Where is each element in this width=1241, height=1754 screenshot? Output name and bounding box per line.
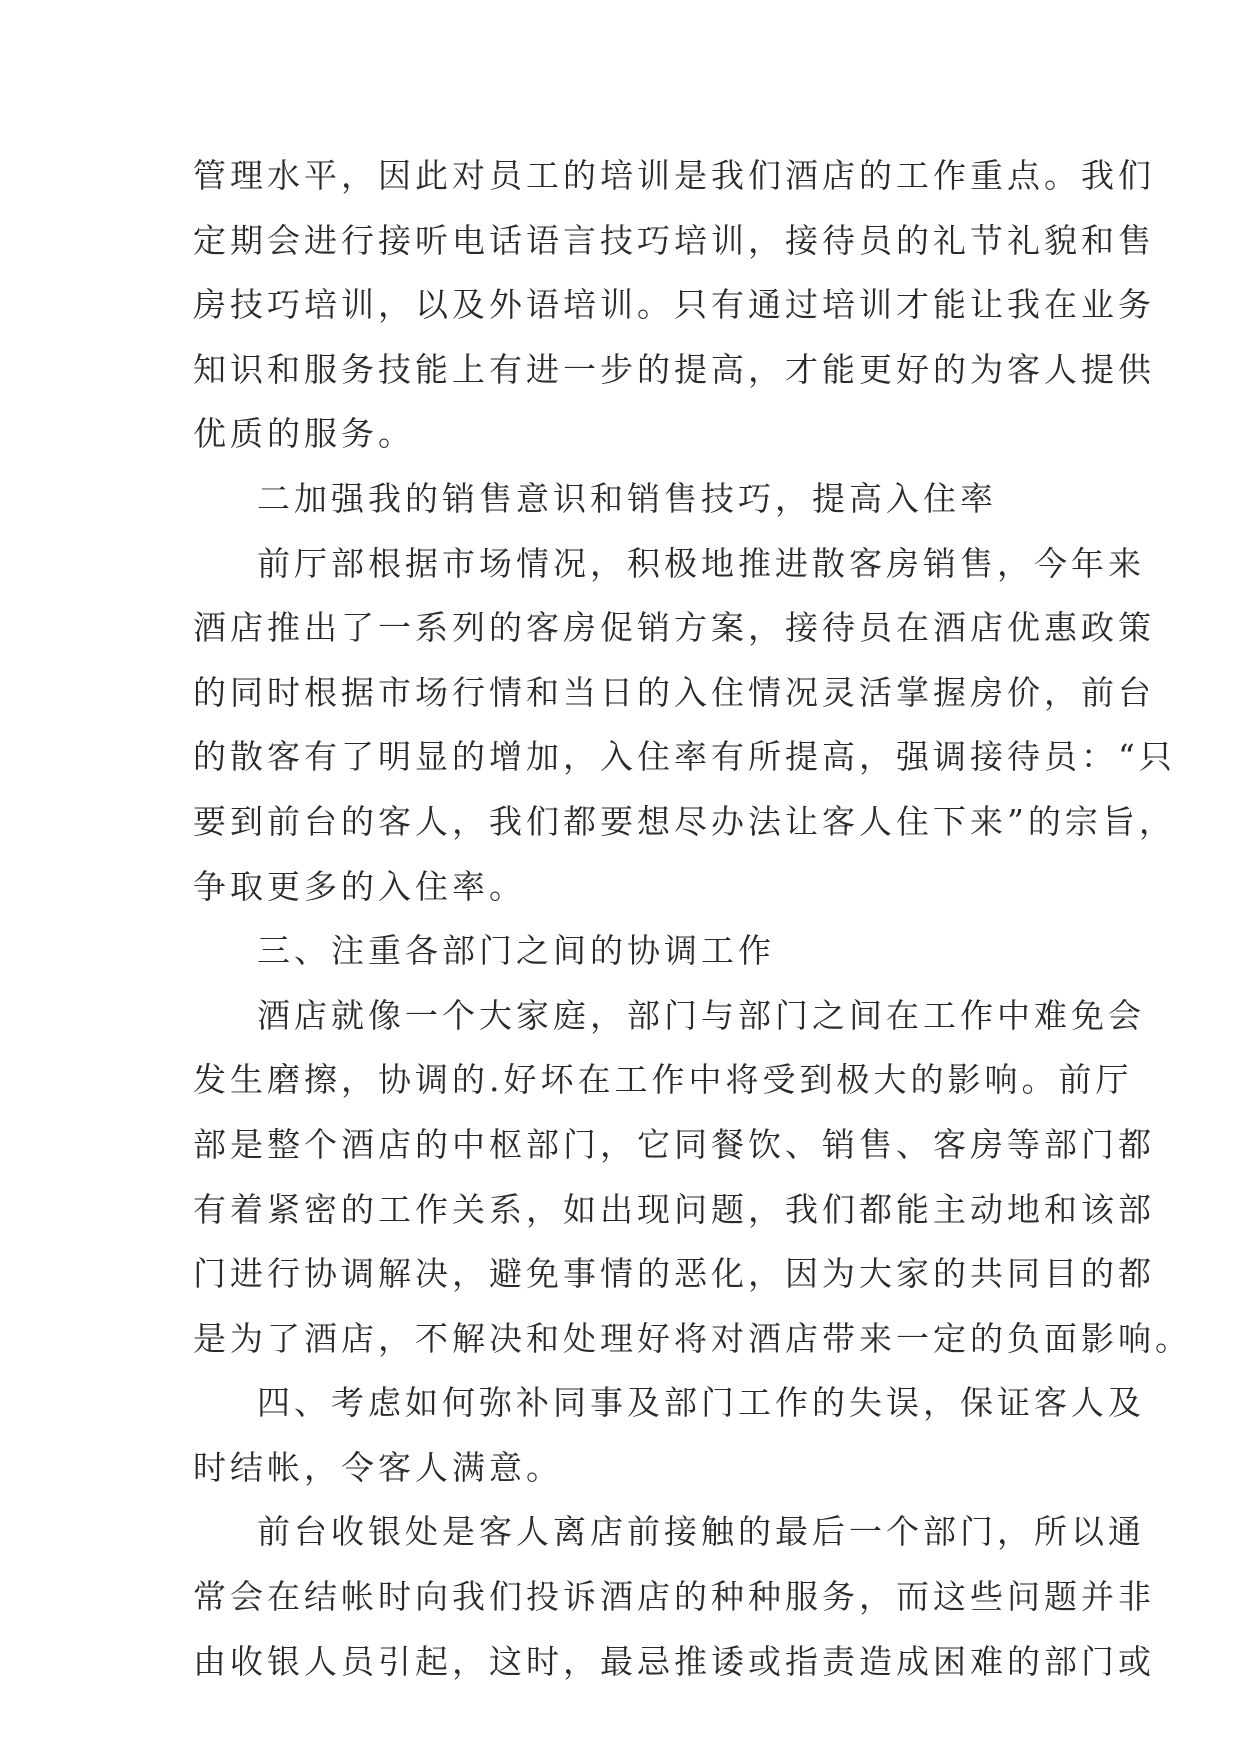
text-line: 优质的服务。 bbox=[193, 414, 415, 454]
section-heading: 三、注重各部门之间的协调工作 bbox=[257, 931, 775, 971]
text-line: 定期会进行接听电话语言技巧培训，接待员的礼节礼貌和售 bbox=[193, 220, 1155, 260]
text-line: 房技巧培训，以及外语培训。只有通过培训才能让我在业务 bbox=[193, 285, 1155, 325]
text-line: 酒店推出了一系列的客房促销方案，接待员在酒店优惠政策 bbox=[193, 608, 1155, 648]
section-heading: 四、考虑如何弥补同事及部门工作的失误，保证客人及 bbox=[257, 1383, 1145, 1423]
text-line: 是为了酒店，不解决和处理好将对酒店带来一定的负面影响。 bbox=[193, 1318, 1192, 1358]
text-line: 门进行协调解决，避免事情的恶化，因为大家的共同目的都 bbox=[193, 1254, 1155, 1294]
text-line: 部是整个酒店的中枢部门，它同餐饮、销售、客房等部门都 bbox=[193, 1124, 1155, 1164]
text-line: 酒店就像一个大家庭，部门与部门之间在工作中难免会 bbox=[257, 995, 1145, 1035]
text-line: 由收银人员引起，这时，最忌推诿或指责造成困难的部门或 bbox=[193, 1641, 1155, 1681]
text-line: 的散客有了明显的增加，入住率有所提高，强调接待员：“只 bbox=[193, 737, 1176, 777]
text-line: 时结帐，令客人满意。 bbox=[193, 1447, 563, 1487]
section-heading: 二加强我的销售意识和销售技巧，提高入住率 bbox=[257, 478, 997, 518]
text-line: 前厅部根据市场情况，积极地推进散客房销售，今年来 bbox=[257, 543, 1145, 583]
body-text bbox=[193, 144, 1192, 1694]
text-line: 争取更多的入住率。 bbox=[193, 866, 526, 906]
text-line: 管理水平，因此对员工的培训是我们酒店的工作重点。我们 bbox=[193, 156, 1155, 195]
text-line: 前台收银处是客人离店前接触的最后一个部门，所以通 bbox=[257, 1512, 1145, 1552]
text-line: 有着紧密的工作关系，如出现问题，我们都能主动地和该部 bbox=[193, 1189, 1155, 1229]
text-line: 发生磨擦，协调的.好坏在工作中将受到极大的影响。前厅 bbox=[193, 1060, 1133, 1100]
text-line: 知识和服务技能上有进一步的提高，才能更好的为客人提供 bbox=[193, 349, 1155, 389]
text-line: 要到前台的客人，我们都要想尽办法让客人住下来”的宗旨， bbox=[193, 801, 1176, 841]
text-line: 常会在结帐时向我们投诉酒店的种种服务，而这些问题并非 bbox=[193, 1577, 1155, 1617]
text-line: 的同时根据市场行情和当日的入住情况灵活掌握房价，前台 bbox=[193, 672, 1155, 712]
